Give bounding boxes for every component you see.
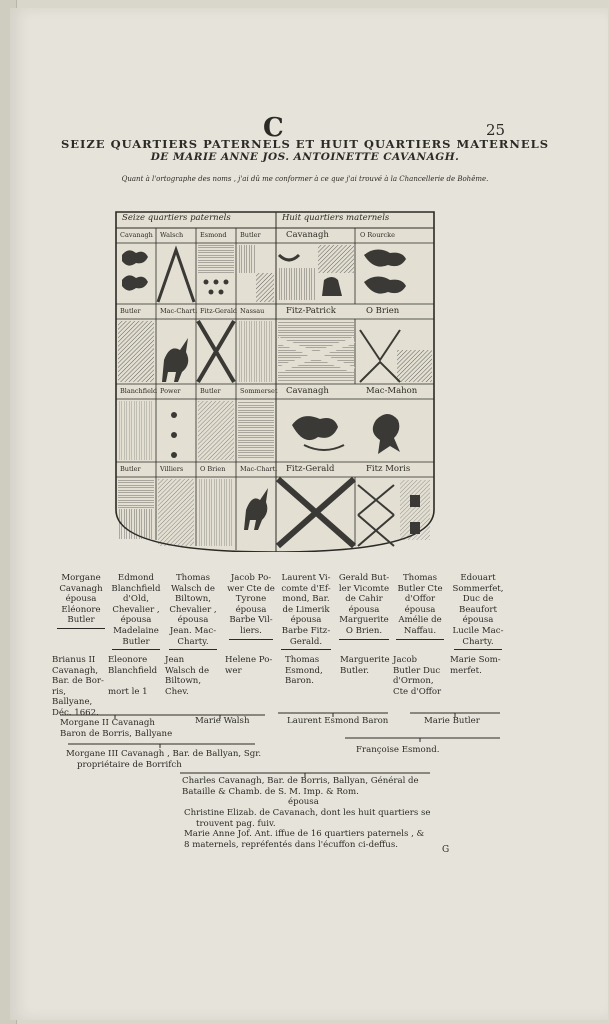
brace-tick: [57, 628, 105, 637]
child-line: d'Ormon,: [393, 676, 434, 687]
header-maternal: Huit quartiers maternels: [282, 213, 390, 223]
ancestor-couple: [335, 573, 393, 637]
ancestor-line: O Brien.: [345, 625, 383, 636]
gen3-right: Françoise Esmond.: [356, 745, 440, 755]
final-line: Bataille & Chamb. de S. M. Imp. & Rom.: [182, 787, 359, 797]
ancestor-line: épousa: [65, 594, 97, 605]
quarter-name: Cavanagh: [120, 231, 153, 239]
ancestor-line: Edouart: [460, 573, 496, 583]
child-entry: [108, 655, 164, 697]
ancestor-line: Butler: [122, 636, 150, 647]
quarter-name: Fitz-Gerald: [286, 464, 335, 474]
child-line: Baron.: [285, 676, 314, 687]
quarter-name: Fitz-Patrick: [286, 306, 336, 316]
page-number: 25: [486, 121, 506, 139]
ancestor-line: Biltown,: [174, 594, 212, 605]
ancestor-line: ler Vicomte: [338, 583, 390, 594]
child-line: Esmond,: [285, 665, 323, 676]
child-line: Chev.: [165, 686, 189, 697]
quarter-name: Butler: [200, 387, 221, 395]
ancestor-couple: [165, 573, 221, 647]
child-line: Thomas: [285, 655, 320, 665]
quarter-name: Butler: [240, 231, 261, 239]
child-line: Helene Po-: [225, 655, 273, 665]
child-line: Cavanagh,: [52, 665, 99, 676]
quarter-name: Esmond: [200, 231, 227, 239]
page-title: SEIZE QUARTIERS PATERNELS ET HUIT QUARTIERS MATERNELS: [60, 137, 550, 151]
final-line: Christine Elizab. de Cavanach, dont les huit quartiers se: [184, 808, 431, 818]
quarter-name: O Rourcke: [360, 231, 395, 239]
ancestor-line: Sommerfet,: [452, 583, 504, 594]
final-line: Marie Anne Jof. Ant. iffue de 16 quartiers paternels , &: [184, 829, 425, 839]
child-line: Blanchfield: [108, 665, 158, 676]
brace-tick: [339, 639, 389, 648]
shield-engraving: [114, 210, 436, 552]
quarter-name: Mac-Charti: [240, 465, 278, 473]
quarter-name: Butler: [120, 465, 141, 473]
ancestor-line: Duc de: [462, 594, 494, 605]
ancestor-line: d'Offor: [404, 594, 436, 605]
ancestor-line: épousa: [177, 615, 209, 626]
ancestor-line: wer Cte de: [227, 583, 275, 594]
child-entry: [450, 655, 506, 676]
ancestor-couple: [225, 573, 277, 637]
gen3-left-line2: propriétaire de Borrifch: [77, 760, 182, 770]
child-line: Cte d'Offor: [393, 686, 442, 697]
ancestor-line: de Cahir: [345, 594, 383, 605]
ancestor-line: de Limerik: [282, 604, 330, 615]
ancestor-couple: [450, 573, 506, 647]
quarter-name: Sommerset: [240, 387, 278, 395]
child-line: Walsch de: [165, 665, 210, 676]
final-line: épousa: [288, 797, 319, 807]
grandchild-name: Laurent Esmond Baron: [287, 716, 389, 726]
final-line: 8 maternels, repréfentés dans l'écuffon ci-deffus.: [184, 840, 398, 850]
quarter-name: Blanchfield: [120, 387, 158, 395]
child-line: Bar. de Bor-: [52, 676, 104, 687]
quarter-name: Cavanagh: [286, 230, 329, 240]
quarter-name: Nassau: [240, 307, 265, 315]
ancestor-line: Blanchfield: [111, 583, 161, 594]
child-line: Butler Duc: [393, 665, 441, 676]
ancestor-line: Walsch de: [170, 583, 216, 594]
ancestor-line: Amélie de: [398, 615, 442, 626]
child-line: Jean: [165, 655, 185, 665]
ancestor-line: Naffau.: [403, 625, 437, 636]
ancestor-line: épousa: [348, 604, 380, 615]
final-line: Charles Cavanagh, Bar. de Borris, Ballyan, Général de: [182, 776, 419, 786]
page-subtitle: DE MARIE ANNE JOS. ANTOINETTE CAVANAGH.: [150, 151, 460, 163]
child-line: Déc. 1662.: [52, 707, 99, 718]
child-entry: [393, 655, 449, 697]
ancestor-line: Madelaine: [113, 625, 159, 636]
ancestor-line: Gerald But-: [338, 573, 390, 583]
child-line: mort le 1: [108, 686, 148, 697]
child-entry: [165, 655, 221, 697]
ancestor-line: Thomas: [175, 573, 211, 583]
ancestor-line: Laurent Vi-: [281, 573, 331, 583]
orthography-note: Quant à l'ortographe des noms , j'ai dû me conformer à ce que j'ai trouvé à la Chancellerie de Bohême.: [121, 175, 489, 183]
ancestor-line: Thomas: [402, 573, 438, 583]
quarter-name: O Brien: [200, 465, 226, 473]
ancestor-line: épousa: [290, 615, 322, 626]
quarter-name: Mac-Charti: [160, 307, 198, 315]
quarter-name: Fitz Moris: [366, 464, 411, 474]
grandchild-name: Marie Walsh: [195, 716, 250, 726]
ancestor-line: Morgane: [61, 573, 101, 583]
ancestor-line: Edmond: [117, 573, 155, 583]
header-paternal: Seize quartiers paternels: [122, 213, 231, 223]
quarter-name: Butler: [120, 307, 141, 315]
section-letter: C: [263, 113, 284, 143]
ancestor-line: Jean. Mac-: [169, 625, 217, 636]
ancestor-couple: [392, 573, 448, 637]
ancestor-couple: [53, 573, 109, 626]
gen3-left-line1: Morgane III Cavanagh , Bar. de Ballyan, Sgr.: [66, 749, 262, 759]
ancestor-line: Tyrone: [235, 594, 267, 605]
ancestor-line: mond, Bar.: [282, 594, 330, 605]
quarter-name: Power: [160, 387, 181, 395]
brace-tick: [229, 639, 273, 648]
ancestor-line: Chevalier ,: [169, 604, 217, 615]
child-line: Biltown,: [165, 676, 202, 687]
ancestor-line: épousa: [235, 604, 267, 615]
ancestor-line: Chevalier ,: [112, 604, 160, 615]
child-line: ris, Ballyane,: [52, 686, 93, 708]
quarter-name: O Brien: [366, 306, 400, 316]
quarter-name: Villiers: [160, 465, 184, 473]
quarter-name: Mac-Mahon: [366, 386, 418, 396]
coat-of-arms-shield: [114, 210, 436, 552]
final-line: trouvent pag. fuiv.: [196, 819, 276, 829]
ancestor-line: Charty.: [177, 636, 209, 647]
ancestor-couple: [108, 573, 164, 647]
quarter-name: Walsch: [160, 231, 184, 239]
ancestor-line: Cavanagh: [59, 583, 103, 594]
ancestor-line: Marguerite: [339, 615, 389, 626]
child-line: Marie Som-: [450, 655, 501, 665]
signature-mark: G: [442, 845, 450, 855]
child-entry: [340, 655, 396, 676]
brace-tick: [396, 639, 444, 648]
child-line: Marguerite: [340, 655, 390, 665]
ancestor-line: Butler Cte: [397, 583, 443, 594]
child-entry: [225, 655, 281, 676]
ancestor-line: Lucile Mac-: [452, 625, 504, 636]
child-line: Eleonore: [108, 655, 148, 665]
ancestor-couple: [277, 573, 335, 647]
ancestor-line: Barbe Vil-: [229, 615, 273, 626]
grandchild-title: Baron de Borris, Ballyane: [60, 729, 173, 739]
ancestor-line: épousa: [120, 615, 152, 626]
ancestor-line: d'Old,: [123, 594, 149, 605]
ancestor-line: Beaufort: [459, 604, 497, 615]
child-line: [108, 676, 164, 687]
ancestor-line: liers.: [240, 625, 262, 636]
grandchild-name: Morgane II Cavanagh: [60, 718, 155, 728]
grandchild-name: Marie Butler: [424, 716, 480, 726]
child-line: Brianus II: [52, 655, 96, 665]
ancestor-line: Charty.: [462, 636, 494, 647]
child-line: Jacob: [393, 655, 418, 665]
child-line: merfet.: [450, 665, 482, 676]
ancestor-line: Jacob Po-: [230, 573, 272, 583]
child-line: wer: [225, 665, 242, 676]
quarter-name: Fitz-Gerald: [200, 307, 238, 315]
ancestor-line: épousa: [404, 604, 436, 615]
quarter-name: Cavanagh: [286, 386, 329, 396]
ancestor-line: Barbe Fitz-: [281, 625, 331, 636]
ancestor-line: Eléonore: [61, 604, 101, 615]
ancestor-line: Gerald.: [289, 636, 323, 647]
child-entry: [285, 655, 341, 687]
child-line: Butler.: [340, 665, 370, 676]
ancestor-line: Butler: [67, 615, 95, 626]
ancestor-line: comte d'Ef-: [281, 583, 331, 594]
ancestor-line: épousa: [462, 615, 494, 626]
